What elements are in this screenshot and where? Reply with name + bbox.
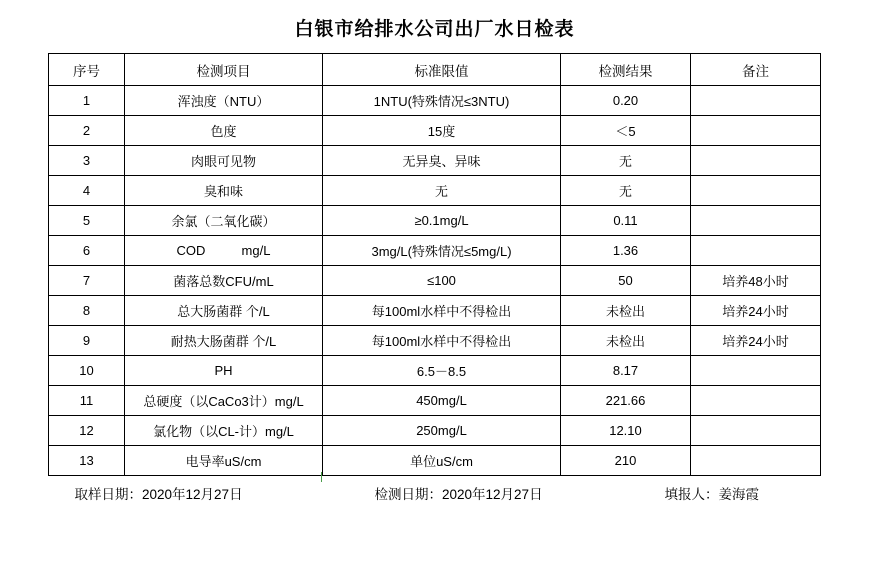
cell-note: 培养24小时 — [691, 296, 821, 326]
table-row — [49, 386, 821, 416]
cell-item-text: PH — [214, 363, 233, 378]
cell-result: 无 — [561, 146, 691, 176]
cell-result: 221.66 — [561, 386, 691, 416]
cell-item-text: 菌落总数CFU/mL — [173, 274, 274, 289]
cell-note — [691, 446, 821, 476]
cell-item — [125, 326, 323, 356]
cell-item-text: 余氯（二氧化碳） — [171, 214, 276, 229]
table-row — [49, 326, 821, 356]
column-header-note: 备注 — [691, 54, 821, 86]
cell-note — [691, 86, 821, 116]
cell-no: 4 — [49, 176, 125, 206]
cell-item — [125, 116, 323, 146]
cell-result: 0.20 — [561, 86, 691, 116]
column-header-limit: 标准限值 — [323, 54, 561, 86]
cell-result: ＜5 — [561, 116, 691, 146]
cell-limit: 15度 — [323, 116, 561, 146]
cell-item — [125, 266, 323, 296]
cell-note — [691, 236, 821, 266]
cell-item — [125, 296, 323, 326]
cell-limit: ≤100 — [323, 266, 561, 296]
cell-item — [125, 176, 323, 206]
cell-item — [125, 386, 323, 416]
cell-no: 9 — [49, 326, 125, 356]
table-row — [49, 236, 821, 266]
cell-result: 8.17 — [561, 356, 691, 386]
cell-result: 未检出 — [561, 326, 691, 356]
cell-no: 11 — [49, 386, 125, 416]
cell-result: 50 — [561, 266, 691, 296]
cell-item — [125, 86, 323, 116]
test-date-label: 检测日期：2020年12月27日 — [374, 487, 543, 502]
cell-no: 5 — [49, 206, 125, 236]
cell-no: 1 — [49, 86, 125, 116]
column-header-no: 序号 — [49, 54, 125, 86]
cell-limit: 无 — [323, 176, 561, 206]
cell-item — [125, 446, 323, 476]
cell-limit: 250mg/L — [323, 416, 561, 446]
report-footer — [49, 476, 821, 510]
table-row — [49, 206, 821, 236]
sample-date-label: 取样日期：2020年12月27日 — [74, 487, 243, 502]
cell-limit: 1NTU(特殊情况≤3NTU) — [323, 86, 561, 116]
table-row — [49, 356, 821, 386]
cell-result: 0.11 — [561, 206, 691, 236]
cell-item-text: 色度 — [210, 124, 237, 139]
cell-no: 7 — [49, 266, 125, 296]
cell-limit: 450mg/L — [323, 386, 561, 416]
cell-no: 12 — [49, 416, 125, 446]
cell-result: 1.36 — [561, 236, 691, 266]
table-row — [49, 116, 821, 146]
cell-no: 2 — [49, 116, 125, 146]
cell-item-text: 氯化物（以CL-计）mg/L — [153, 424, 294, 439]
cell-item-text: 总硬度（以CaCo3计）mg/L — [143, 394, 304, 409]
table-body — [49, 86, 821, 476]
table-row — [49, 416, 821, 446]
cell-no: 6 — [49, 236, 125, 266]
cell-note — [691, 386, 821, 416]
column-header-item: 检测项目 — [125, 54, 323, 86]
cell-item-text: 臭和味 — [203, 184, 243, 199]
cell-note — [691, 146, 821, 176]
table-row — [49, 296, 821, 326]
cell-result: 无 — [561, 176, 691, 206]
cell-no: 8 — [49, 296, 125, 326]
cell-limit: 每100ml水样中不得检出 — [323, 326, 561, 356]
cell-no: 10 — [49, 356, 125, 386]
cell-limit: 6.5－8.5 — [323, 356, 561, 386]
cell-item — [125, 356, 323, 386]
cell-item — [125, 236, 323, 266]
table-row — [49, 146, 821, 176]
cell-no: 3 — [49, 146, 125, 176]
cell-result: 210 — [561, 446, 691, 476]
page-title: 白银市给排水公司出厂水日检表 — [294, 19, 575, 40]
table-row — [49, 86, 821, 116]
table-row — [49, 446, 821, 476]
cell-item-text: 电导率uS/cm — [185, 454, 262, 469]
cell-item-text: COD mg/L — [176, 243, 271, 258]
table-header-row — [49, 54, 821, 86]
column-header-result: 检测结果 — [561, 54, 691, 86]
cell-note: 培养48小时 — [691, 266, 821, 296]
cell-no: 13 — [49, 446, 125, 476]
cell-item — [125, 206, 323, 236]
cell-result: 12.10 — [561, 416, 691, 446]
cell-item-text: 耐热大肠菌群 个/L — [170, 334, 277, 349]
cell-note — [691, 416, 821, 446]
table-row — [49, 266, 821, 296]
cell-result: 未检出 — [561, 296, 691, 326]
cell-item-text: 肉眼可见物 — [190, 154, 256, 169]
cell-note: 培养24小时 — [691, 326, 821, 356]
cell-note — [691, 176, 821, 206]
cell-limit: ≥0.1mg/L — [323, 206, 561, 236]
cell-note — [691, 206, 821, 236]
reporter-label: 填报人：姜海霞 — [664, 487, 759, 502]
water-quality-table — [48, 53, 821, 476]
cell-item-text: 浑浊度（NTU） — [177, 94, 270, 109]
cell-item-text: 总大肠菌群 个/L — [177, 304, 270, 319]
green-marker — [321, 472, 322, 482]
table-header — [49, 54, 821, 86]
cell-item — [125, 146, 323, 176]
table-row — [49, 176, 821, 206]
cell-limit: 单位uS/cm — [323, 446, 561, 476]
cell-limit: 无异臭、异味 — [323, 146, 561, 176]
cell-note — [691, 116, 821, 146]
cell-note — [691, 356, 821, 386]
cell-limit: 3mg/L(特殊情况≤5mg/L) — [323, 236, 561, 266]
cell-limit: 每100ml水样中不得检出 — [323, 296, 561, 326]
cell-item — [125, 416, 323, 446]
